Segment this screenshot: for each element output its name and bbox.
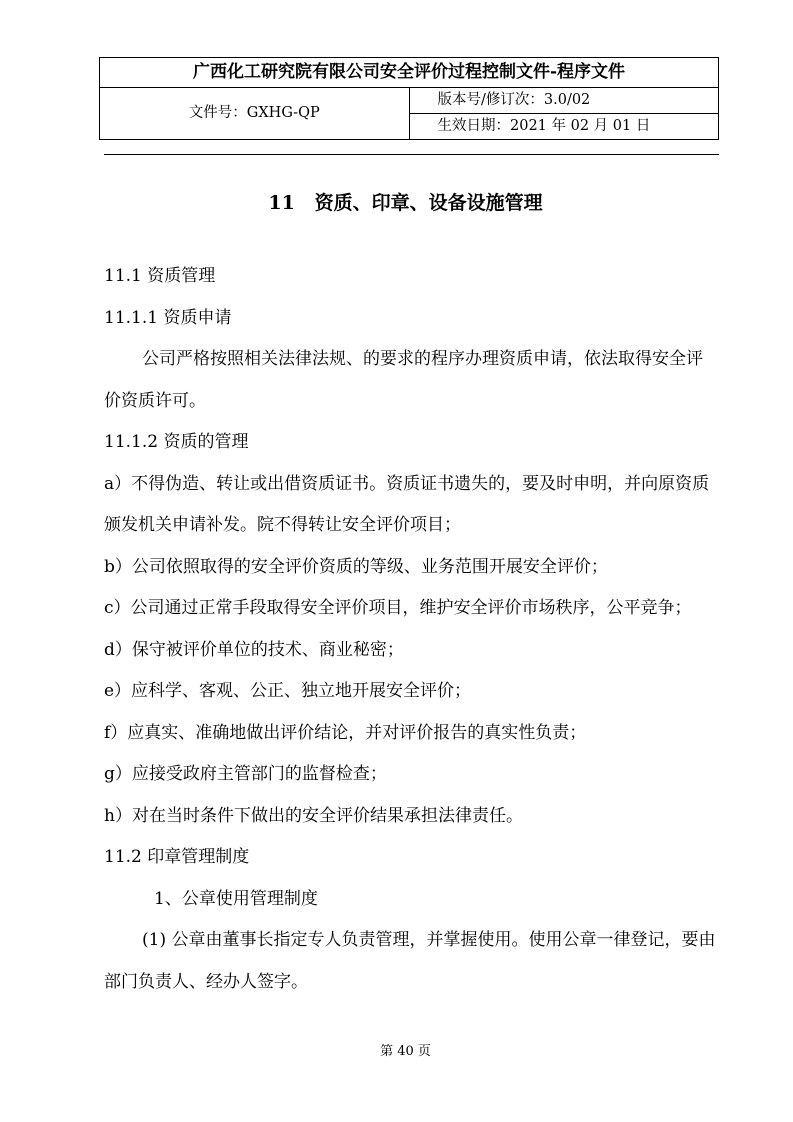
list-item: d）保守被评价单位的技术、商业秘密； xyxy=(104,639,404,660)
document-header-table xyxy=(99,57,719,140)
subsection-heading: 11.1.2 资质的管理 xyxy=(104,432,249,452)
list-item: h）对在当时条件下做出的安全评价结果承担法律责任。 xyxy=(104,805,523,826)
list-item: f）应真实、准确地做出评价结论，并对评价报告的真实性负责； xyxy=(104,722,587,743)
page-number: 第 40 页 xyxy=(380,1044,431,1059)
header-divider xyxy=(104,154,719,155)
effective-date: 生效日期：2021 年 02 月 01 日 xyxy=(409,114,719,140)
version-number: 版本号/修订次：3.0/02 xyxy=(409,88,719,114)
document-body xyxy=(104,256,716,1003)
list-item: g）应接受政府主管部门的监督检查； xyxy=(104,764,387,784)
subsection-heading: 11.1.1 资质申请 xyxy=(104,307,232,328)
chapter-title: 11 资质、印章、设备设施管理 xyxy=(268,192,543,214)
section-heading: 11.2 印章管理制度 xyxy=(104,847,250,867)
list-item: e）应科学、客观、公正、独立地开展安全评价； xyxy=(104,681,472,701)
list-item: a）不得伪造、转让或出借资质证书。资质证书遗失的，要及时申明，并向原资质颁发机关申请补发。院不得转让安全评价项目； xyxy=(104,473,710,535)
body-paragraph: 公司严格按照相关法律法规、的要求的程序办理资质申请，依法取得安全评价资质许可。 xyxy=(104,349,703,411)
subsection-heading: 1、公章使用管理制度 xyxy=(154,888,318,909)
list-item: c）公司通过正常手段取得安全评价项目，维护安全评价市场秩序，公平竞争； xyxy=(104,598,692,618)
header-title: 广西化工研究院有限公司安全评价过程控制文件-程序文件 xyxy=(100,58,719,88)
document-number: 文件号：GXHG-QP xyxy=(100,88,410,140)
body-paragraph: (1) 公章由董事长指定专人负责管理，并掌握使用。使用公章一律登记，要由部门负责人、经办人签字。 xyxy=(104,930,716,992)
section-heading: 11.1 资质管理 xyxy=(104,266,216,286)
list-item: b）公司依照取得的安全评价资质的等级、业务范围开展安全评价； xyxy=(104,556,608,577)
